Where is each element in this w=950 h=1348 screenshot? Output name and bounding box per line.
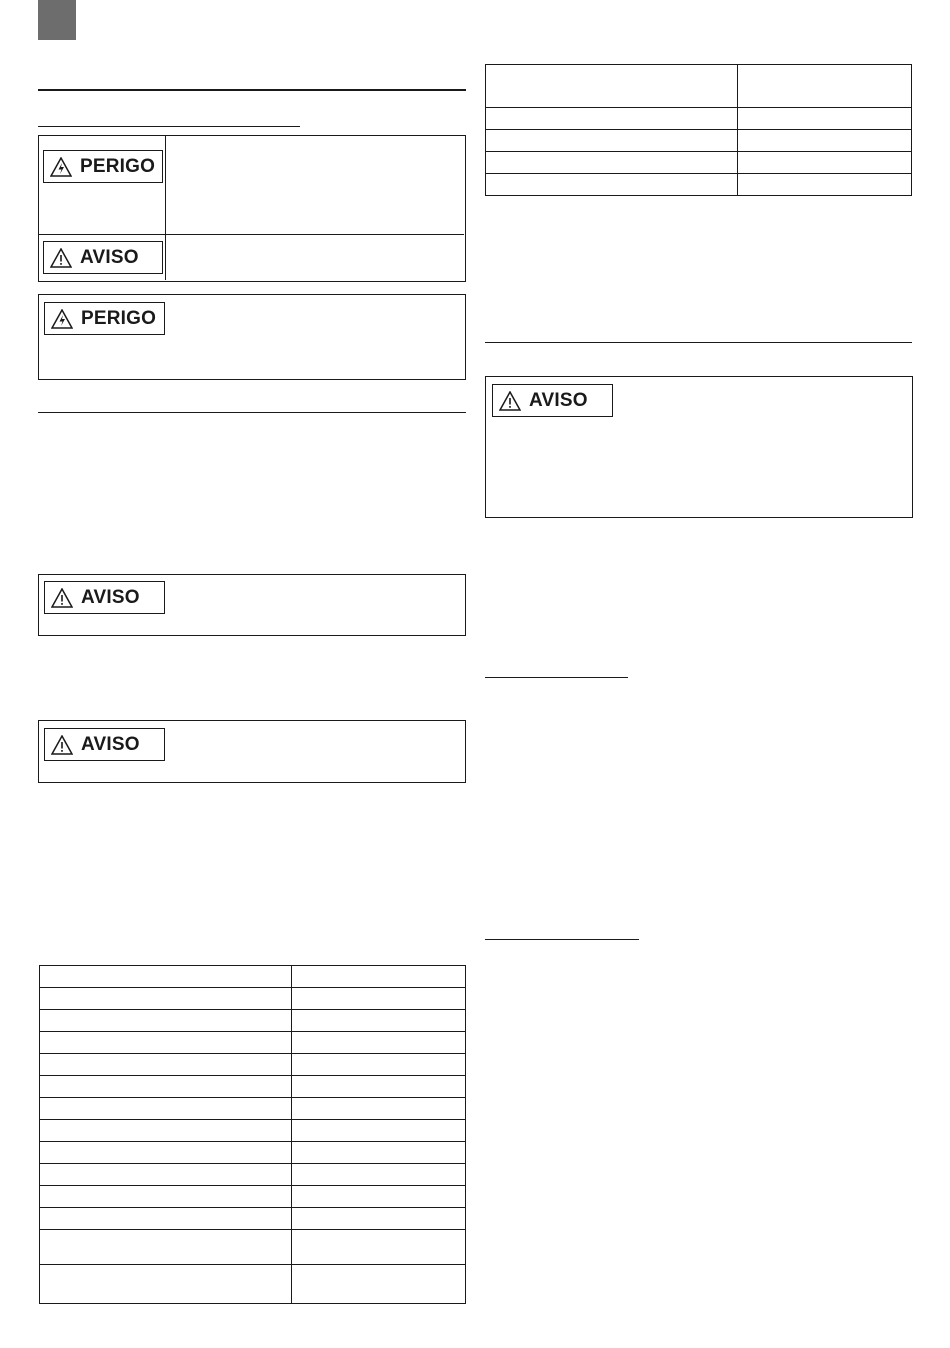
table-row: [40, 1230, 466, 1265]
warning-notice-box: [485, 376, 913, 518]
ratings-table: [485, 64, 912, 196]
table-row: [40, 1186, 466, 1208]
warning-notice-box: [38, 720, 466, 783]
legend-row-divider: [39, 234, 464, 235]
legend-column-divider: [165, 136, 166, 280]
table-cell: [40, 1265, 292, 1304]
table-cell: [486, 174, 738, 196]
danger-label: PERIGO: [80, 155, 156, 177]
table-cell: [40, 1098, 292, 1120]
table-cell: [738, 174, 912, 196]
table-cell: [292, 1010, 466, 1032]
warning-notice-box: [38, 574, 466, 636]
table-row: [40, 1032, 466, 1054]
table-row: [40, 1098, 466, 1120]
table-row: [40, 1054, 466, 1076]
table-cell: [292, 1164, 466, 1186]
table-cell: [40, 1164, 292, 1186]
electric-hazard-icon: [50, 157, 72, 177]
warning-badge: [43, 241, 163, 274]
table-row: [486, 130, 912, 152]
table-row: [40, 1010, 466, 1032]
table-cell: [40, 1054, 292, 1076]
table-cell: [292, 966, 466, 988]
warning-badge: [492, 384, 613, 417]
table-cell: [738, 152, 912, 174]
table-cell: [40, 1142, 292, 1164]
warning-badge: [44, 728, 165, 761]
table-row: [486, 174, 912, 196]
warning-label: AVISO: [81, 586, 140, 608]
table-row: [40, 1076, 466, 1098]
warning-badge: [44, 581, 165, 614]
warning-label: AVISO: [81, 733, 140, 755]
warning-label: AVISO: [80, 246, 139, 268]
table-cell: [40, 1010, 292, 1032]
table-cell: [486, 108, 738, 130]
section-divider: [38, 412, 466, 413]
table-cell: [40, 1186, 292, 1208]
table-row: [40, 988, 466, 1010]
danger-notice-box: [38, 294, 466, 380]
table-cell: [292, 1142, 466, 1164]
table-row: [40, 1265, 466, 1304]
danger-badge: [44, 302, 165, 335]
subsection-underline: [485, 677, 628, 678]
table-cell: [292, 988, 466, 1010]
table-cell: [486, 130, 738, 152]
table-cell: [738, 65, 912, 108]
table-row: [40, 1208, 466, 1230]
table-cell: [40, 988, 292, 1010]
warning-triangle-icon: [51, 735, 73, 755]
table-cell: [292, 1076, 466, 1098]
table-cell: [292, 1208, 466, 1230]
warning-label: AVISO: [529, 389, 588, 411]
table-cell: [40, 1208, 292, 1230]
warning-triangle-icon: [51, 588, 73, 608]
danger-badge: [43, 150, 163, 183]
warning-triangle-icon: [50, 248, 72, 268]
table-row: [40, 966, 466, 988]
table-header-row: [486, 65, 912, 108]
table-cell: [292, 1098, 466, 1120]
table-cell: [486, 65, 738, 108]
table-cell: [738, 108, 912, 130]
table-cell: [40, 1032, 292, 1054]
table-cell: [292, 1230, 466, 1265]
hazard-legend-box: [38, 135, 466, 282]
subsection-underline: [485, 939, 639, 940]
table-cell: [40, 1120, 292, 1142]
warning-triangle-icon: [499, 391, 521, 411]
table-cell: [292, 1186, 466, 1208]
danger-label: PERIGO: [81, 307, 157, 329]
table-row: [40, 1120, 466, 1142]
table-row: [486, 152, 912, 174]
table-cell: [292, 1265, 466, 1304]
table-row: [40, 1164, 466, 1186]
table-cell: [292, 1032, 466, 1054]
section-divider: [38, 89, 466, 91]
table-cell: [292, 1120, 466, 1142]
electric-hazard-icon: [51, 309, 73, 329]
table-cell: [292, 1054, 466, 1076]
table-cell: [40, 1076, 292, 1098]
table-row: [486, 108, 912, 130]
table-cell: [486, 152, 738, 174]
page-corner-tab: [38, 0, 76, 40]
specifications-table: [39, 965, 466, 1304]
table-cell: [738, 130, 912, 152]
table-row: [40, 1142, 466, 1164]
subsection-underline: [38, 126, 300, 127]
table-cell: [40, 966, 292, 988]
section-divider: [485, 342, 912, 343]
table-cell: [40, 1230, 292, 1265]
